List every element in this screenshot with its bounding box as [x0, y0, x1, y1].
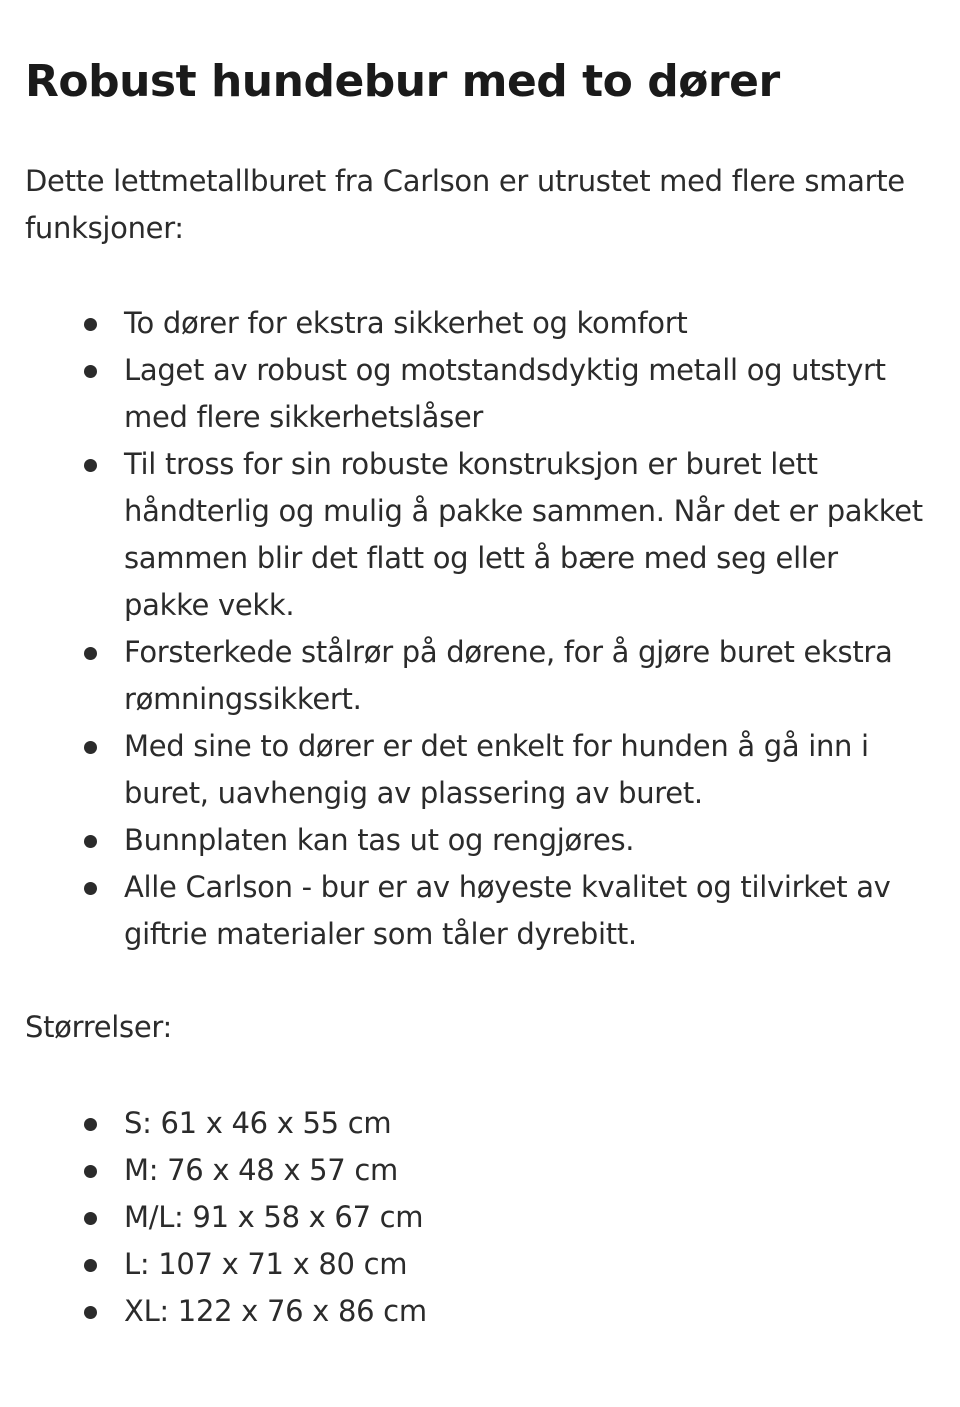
size-list [0, 1100, 600, 1335]
sizes-heading: Størrelser: [25, 1010, 172, 1044]
bullet-icon [84, 1118, 97, 1131]
feature-list [0, 300, 930, 958]
list-item [0, 629, 930, 723]
size-text: L: 107 x 71 x 80 cm [124, 1247, 408, 1281]
list-item-text: Med sine to dører er det enkelt for hunden å gå inn i buret, uavhengig av plassering av buret. [124, 729, 869, 810]
bullet-icon [84, 835, 97, 848]
list-item-text: Forsterkede stålrør på dørene, for å gjøre buret ekstra rømningssikkert. [124, 635, 893, 716]
bullet-icon [84, 1259, 97, 1272]
list-item [0, 441, 930, 629]
list-item [0, 1241, 600, 1288]
list-item [0, 1100, 600, 1147]
list-item [0, 723, 930, 817]
bullet-icon [84, 318, 97, 331]
bullet-icon [84, 1212, 97, 1225]
list-item-text: Laget av robust og motstandsdyktig metall og utstyrt med flere sikkerhetslåser [124, 353, 886, 434]
list-item [0, 864, 930, 958]
page-title: Robust hundebur med to dører [25, 56, 780, 107]
bullet-icon [84, 365, 97, 378]
list-item [0, 300, 930, 347]
bullet-icon [84, 741, 97, 754]
size-text: S: 61 x 46 x 55 cm [124, 1106, 392, 1140]
list-item [0, 1194, 600, 1241]
size-text: M/L: 91 x 58 x 67 cm [124, 1200, 424, 1234]
bullet-icon [84, 647, 97, 660]
list-item-text: To dører for ekstra sikkerhet og komfort [124, 306, 688, 340]
list-item [0, 1147, 600, 1194]
bullet-icon [84, 1165, 97, 1178]
list-item [0, 1288, 600, 1335]
intro-paragraph: Dette lettmetallburet fra Carlson er utrustet med flere smarte funksjoner: [25, 164, 905, 245]
list-item [0, 817, 930, 864]
list-item [0, 347, 930, 441]
bullet-icon [84, 459, 97, 472]
size-text: XL: 122 x 76 x 86 cm [124, 1294, 427, 1328]
bullet-icon [84, 882, 97, 895]
list-item-text: Bunnplaten kan tas ut og rengjøres. [124, 823, 635, 857]
list-item-text: Til tross for sin robuste konstruksjon er buret lett håndterlig og mulig å pakke sammen. Når det er pakket sammen blir det flatt og lett å bære med seg eller pakke vekk. [124, 447, 923, 622]
bullet-icon [84, 1306, 97, 1319]
size-text: M: 76 x 48 x 57 cm [124, 1153, 398, 1187]
list-item-text: Alle Carlson - bur er av høyeste kvalitet og tilvirket av giftrie materialer som tåler dyrebitt. [124, 870, 891, 951]
